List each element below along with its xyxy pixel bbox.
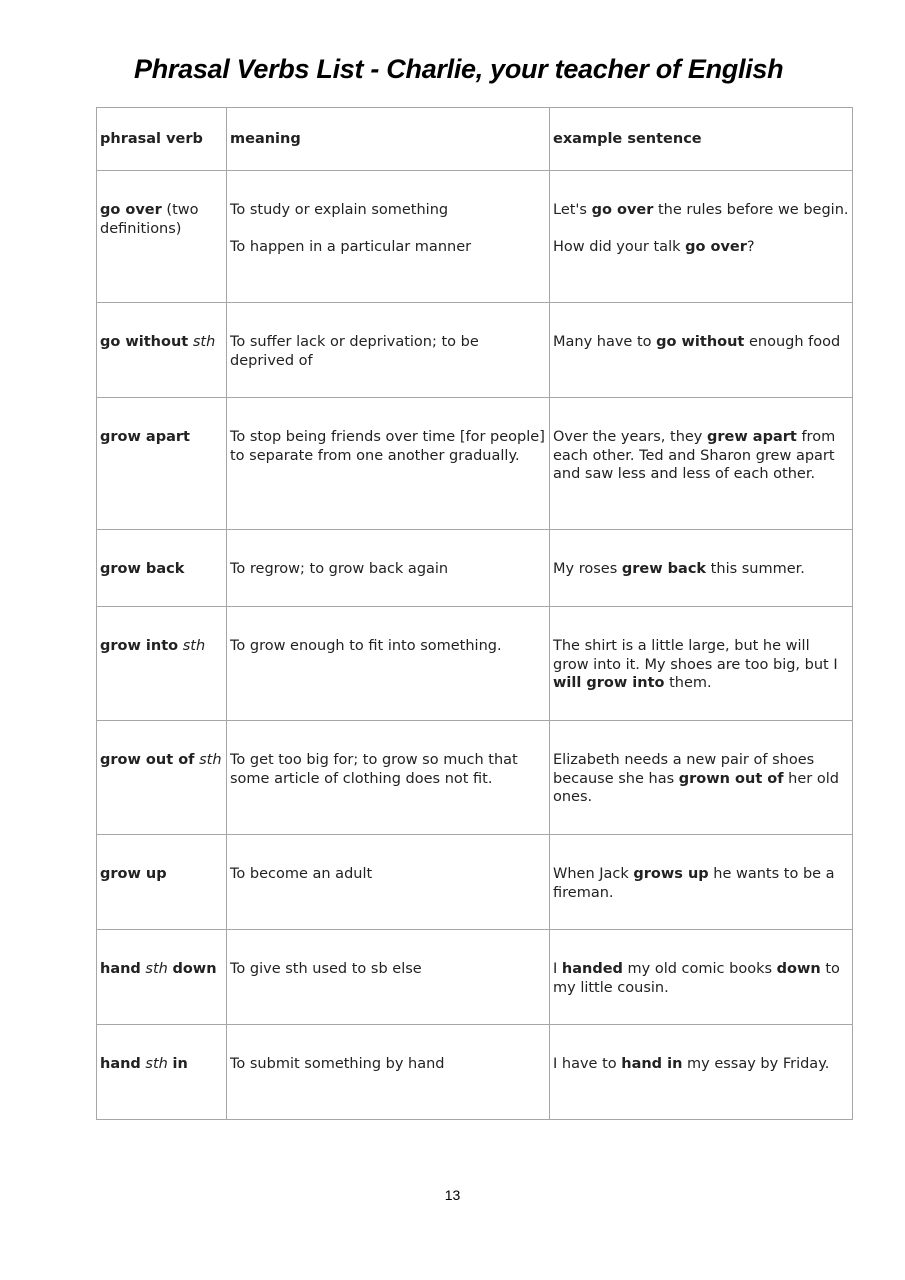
text-segment: hand [100, 961, 141, 977]
page-number: 13 [444, 1187, 461, 1203]
text-segment: he wants to be a fireman. [553, 866, 835, 901]
table-row [97, 607, 853, 721]
example-sentence-cell [550, 398, 853, 530]
phrasal-verb-cell [97, 530, 227, 607]
example-sentence-cell [550, 835, 853, 930]
text-segment: the rules before we begin. [653, 202, 849, 218]
text-segment: I have to [553, 1056, 622, 1072]
text-segment: hand in [621, 1056, 683, 1072]
text-segment: go over [591, 202, 654, 218]
text-segment: my old comic books [622, 961, 777, 977]
text-segment: grow out of [100, 752, 195, 768]
cell-paragraph [553, 637, 849, 693]
cell-paragraph [553, 1055, 849, 1074]
meaning-cell [227, 721, 550, 835]
meaning-cell [227, 303, 550, 398]
phrasal-verb-cell [97, 398, 227, 530]
text-segment: To get too big for; to grow so much that some article of clothing does not fit. [230, 752, 518, 787]
phrasal-verb-cell [97, 171, 227, 303]
cell-paragraph [100, 960, 223, 979]
text-segment: To suffer lack or deprivation; to be deprived of [230, 334, 479, 369]
example-sentence-cell [550, 171, 853, 303]
table-row [97, 721, 853, 835]
cell-paragraph [100, 865, 223, 884]
table-row [97, 303, 853, 398]
cell-paragraph [100, 201, 223, 238]
page-title: Phrasal Verbs List - Charlie, your teacher of English [134, 54, 784, 84]
header-phrasal-verb: phrasal verb [97, 108, 227, 171]
cell-paragraph [553, 428, 849, 484]
text-segment: sth [182, 638, 206, 654]
cell-paragraph [230, 428, 546, 465]
cell-paragraph [100, 1055, 223, 1074]
text-segment: sth [192, 334, 216, 350]
text-segment: enough food [744, 334, 841, 350]
header-example-sentence: example sentence [550, 108, 853, 171]
text-segment: down [776, 961, 821, 977]
text-segment: To regrow; to grow back again [230, 561, 449, 577]
text-segment: grow apart [100, 429, 190, 445]
table-header-row [97, 108, 853, 171]
text-segment: sth [145, 961, 168, 977]
phrasal-verb-cell [97, 721, 227, 835]
meaning-cell [227, 398, 550, 530]
meaning-cell [227, 607, 550, 721]
text-segment: in [172, 1056, 188, 1072]
text-segment: go without [100, 334, 189, 350]
text-segment: To give sth used to sb else [230, 961, 422, 977]
text-segment: To submit something by hand [230, 1056, 445, 1072]
text-segment: grow back [100, 561, 185, 577]
cell-paragraph [553, 201, 849, 220]
phrasal-verb-cell [97, 835, 227, 930]
cell-paragraph [230, 201, 546, 220]
table-row [97, 835, 853, 930]
text-segment: Many have to [553, 334, 657, 350]
meaning-cell [227, 530, 550, 607]
cell-paragraph [553, 865, 849, 902]
text-segment: will grow into [553, 675, 665, 691]
meaning-cell [227, 1025, 550, 1120]
table-row [97, 1025, 853, 1120]
text-segment: from each other. Ted and Sharon grew apart and saw less and less of each other. [553, 429, 836, 482]
text-segment: grown out of [678, 770, 784, 787]
table-row [97, 530, 853, 607]
cell-paragraph [553, 333, 849, 352]
cell-paragraph [553, 238, 849, 257]
cell-paragraph [230, 560, 546, 579]
cell-paragraph [230, 751, 546, 788]
example-sentence-cell [550, 607, 853, 721]
text-segment: go over [100, 202, 162, 218]
text-segment: sth [199, 752, 222, 768]
table-row [97, 171, 853, 303]
text-segment: grows up [633, 866, 709, 882]
cell-paragraph [230, 238, 546, 257]
phrasal-verb-cell [97, 930, 227, 1025]
example-sentence-cell [550, 303, 853, 398]
text-segment: to my little cousin. [553, 961, 840, 996]
text-segment: go without [656, 334, 745, 350]
cell-paragraph [553, 751, 849, 807]
example-sentence-cell [550, 530, 853, 607]
text-segment: hand [100, 1056, 141, 1072]
text-segment: grow up [100, 866, 167, 882]
phrasal-verbs-table [96, 107, 853, 1120]
text-segment: this summer. [706, 561, 805, 577]
example-sentence-cell [550, 721, 853, 835]
text-segment: Let's [553, 202, 592, 218]
text-segment: go over [685, 239, 747, 255]
cell-paragraph [230, 865, 546, 884]
text-segment: (two definitions) [100, 202, 199, 237]
phrasal-verb-cell [97, 303, 227, 398]
text-segment: grew back [621, 561, 707, 577]
phrasal-verb-cell [97, 607, 227, 721]
text-segment: My roses [553, 561, 622, 577]
text-segment: To grow enough to fit into something. [230, 638, 502, 654]
text-segment: grew apart [707, 429, 797, 445]
cell-paragraph [100, 428, 223, 447]
text-segment: sth [145, 1056, 168, 1072]
header-meaning: meaning [227, 108, 550, 171]
cell-paragraph [230, 333, 546, 370]
text-segment: down [172, 961, 217, 977]
cell-paragraph [553, 960, 849, 997]
text-segment: Over the years, they [553, 429, 707, 445]
cell-paragraph [100, 333, 223, 352]
text-segment: grow into [100, 638, 179, 654]
cell-paragraph [100, 637, 223, 656]
text-segment: handed [561, 961, 623, 977]
text-segment: my essay by Friday. [682, 1056, 830, 1072]
cell-paragraph [100, 560, 223, 579]
cell-paragraph [553, 560, 849, 579]
text-segment: I [553, 961, 562, 977]
meaning-cell [227, 930, 550, 1025]
text-segment: them. [664, 675, 712, 691]
text-segment: How did your talk [553, 239, 686, 255]
example-sentence-cell [550, 930, 853, 1025]
cell-paragraph [230, 637, 546, 656]
phrasal-verb-cell [97, 1025, 227, 1120]
meaning-cell [227, 835, 550, 930]
text-segment: To stop being friends over time [for people] to separate from one another gradually. [230, 429, 545, 464]
text-segment: To study or explain something [230, 202, 449, 218]
text-segment: When Jack [553, 866, 634, 882]
example-sentence-cell [550, 1025, 853, 1120]
table-row [97, 930, 853, 1025]
text-segment: Elizabeth needs a new pair of shoes because she has [553, 752, 815, 787]
text-segment: her old ones. [553, 770, 839, 805]
cell-paragraph [230, 1055, 546, 1074]
cell-paragraph [100, 751, 223, 770]
table-row [97, 398, 853, 530]
text-segment: To happen in a particular manner [230, 239, 472, 255]
meaning-cell [227, 171, 550, 303]
text-segment: The shirt is a little large, but he will grow into it. My shoes are too big, but I [553, 638, 838, 673]
text-segment: To become an adult [230, 866, 373, 882]
cell-paragraph [230, 960, 546, 979]
text-segment: ? [746, 239, 755, 255]
